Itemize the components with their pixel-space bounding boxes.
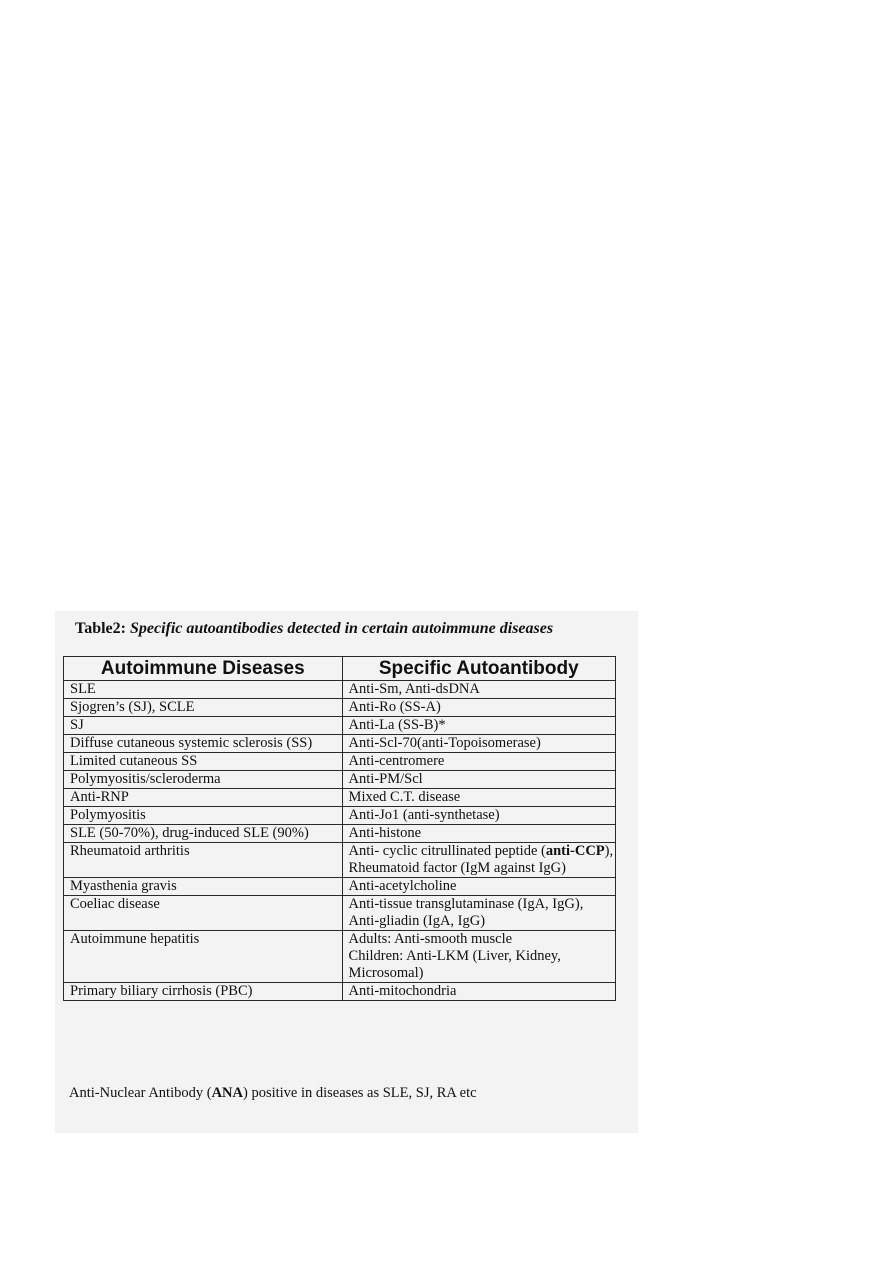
caption-separator: : xyxy=(120,620,130,637)
table-row xyxy=(64,771,616,789)
antibody-text-bold: anti-CCP xyxy=(545,843,605,859)
antibody-cell: Anti-acetylcholine xyxy=(342,878,615,896)
antibody-cell: Anti-tissue transglutaminase (IgA, IgG), Anti-gliadin (IgA, IgG) xyxy=(342,896,615,931)
table-row xyxy=(64,843,616,878)
table-row xyxy=(64,983,616,1001)
disease-cell: Polymyositis xyxy=(64,807,343,825)
table-row xyxy=(64,717,616,735)
caption-label: Table2 xyxy=(75,620,121,637)
antibody-cell: Anti-Ro (SS-A) xyxy=(342,699,615,717)
table-row xyxy=(64,789,616,807)
disease-cell: Limited cutaneous SS xyxy=(64,753,343,771)
antibody-cell xyxy=(342,843,615,878)
footnote-bold: ANA xyxy=(211,1085,243,1101)
antibody-cell xyxy=(342,931,615,983)
disease-cell: Autoimmune hepatitis xyxy=(64,931,343,983)
antibody-cell: Anti-PM/Scl xyxy=(342,771,615,789)
disease-cell: Myasthenia gravis xyxy=(64,878,343,896)
antibody-text-pre: Anti- cyclic citrullinated peptide ( xyxy=(348,843,546,859)
scanned-table-figure xyxy=(55,611,638,1133)
disease-cell: SLE xyxy=(64,681,343,699)
disease-cell: SLE (50-70%), drug-induced SLE (90%) xyxy=(64,825,343,843)
table-row xyxy=(64,896,616,931)
antibody-cell: Anti-histone xyxy=(342,825,615,843)
antibody-cell: Anti-mitochondria xyxy=(342,983,615,1001)
table-footnote xyxy=(69,1085,634,1102)
antibody-cell: Anti-La (SS-B)* xyxy=(342,717,615,735)
table-row xyxy=(64,735,616,753)
footnote-post: ) positive in diseases as SLE, SJ, RA etc xyxy=(242,1085,477,1101)
antibody-cell: Anti-Jo1 (anti-synthetase) xyxy=(342,807,615,825)
header-diseases: Autoimmune Diseases xyxy=(64,657,343,681)
antibody-cell: Anti-centromere xyxy=(342,753,615,771)
table-row xyxy=(64,878,616,896)
antibody-line-adults: Adults: Anti-smooth muscle xyxy=(348,931,513,947)
table-caption xyxy=(75,619,615,638)
disease-cell: Anti-RNP xyxy=(64,789,343,807)
disease-cell: SJ xyxy=(64,717,343,735)
table-row xyxy=(64,753,616,771)
table-row xyxy=(64,807,616,825)
table-row xyxy=(64,931,616,983)
table-row xyxy=(64,825,616,843)
antibody-text-post: ), Rheumatoid factor (IgM against IgG) xyxy=(348,843,614,876)
table-row xyxy=(64,681,616,699)
disease-cell: Sjogren’s (SJ), SCLE xyxy=(64,699,343,717)
disease-cell: Primary biliary cirrhosis (PBC) xyxy=(64,983,343,1001)
autoantibody-table xyxy=(63,656,616,1001)
antibody-cell: Anti-Scl-70(anti-Topoisomerase) xyxy=(342,735,615,753)
antibody-line-children: Children: Anti-LKM (Liver, Kidney, Microsomal) xyxy=(348,948,561,981)
antibody-cell: Anti-Sm, Anti-dsDNA xyxy=(342,681,615,699)
disease-cell: Polymyositis/scleroderma xyxy=(64,771,343,789)
caption-title: Specific autoantibodies detected in certain autoimmune diseases xyxy=(129,620,554,637)
antibody-cell: Mixed C.T. disease xyxy=(342,789,615,807)
table-row xyxy=(64,699,616,717)
table-header-row xyxy=(64,657,616,681)
header-autoantibody: Specific Autoantibody xyxy=(342,657,615,681)
footnote-pre: Anti-Nuclear Antibody ( xyxy=(69,1085,212,1101)
disease-cell: Rheumatoid arthritis xyxy=(64,843,343,878)
disease-cell: Coeliac disease xyxy=(64,896,343,931)
disease-cell: Diffuse cutaneous systemic sclerosis (SS) xyxy=(64,735,343,753)
